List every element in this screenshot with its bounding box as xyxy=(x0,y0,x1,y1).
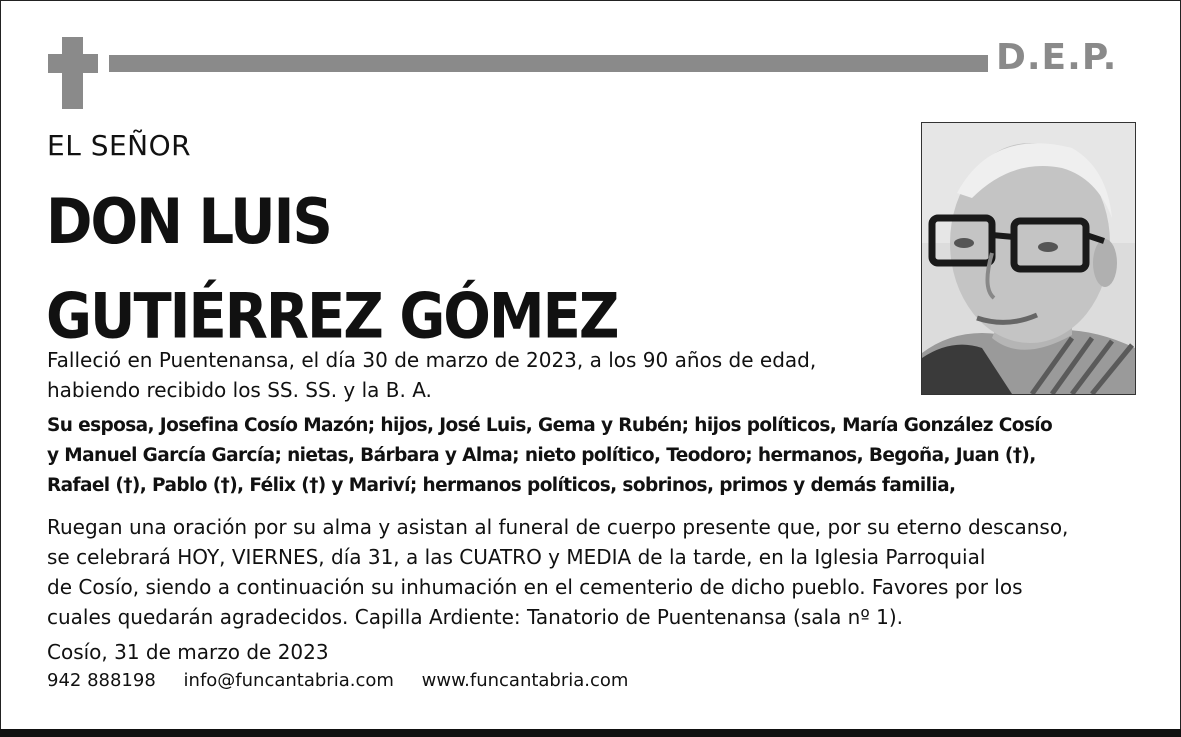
death-notice xyxy=(47,345,907,405)
deceased-name-line-1: DON LUIS xyxy=(46,186,331,259)
death-notice-line-2: habiendo recibido los SS. SS. y la B. A. xyxy=(47,378,432,402)
portrait-illustration xyxy=(922,123,1135,394)
family-line-1: Su esposa, Josefina Cosío Mazón; hijos, José Luis, Gema y Rubén; hijos políticos, María González Cosío xyxy=(47,415,1053,436)
request-line-4: cuales quedarán agradecidos. Capilla Ardiente: Tanatorio de Puentenansa (sala nº 1). xyxy=(47,605,904,629)
contact-line xyxy=(47,666,650,696)
family-line-2: y Manuel García García; nietas, Bárbara y Alma; nieto político, Teodoro; hermanos, Begoña, Juan (†), xyxy=(47,445,1036,466)
request-line-1: Ruegan una oración por su alma y asistan al funeral de cuerpo presente que, por su eterno descanso, xyxy=(47,515,1069,539)
contact-phone: 942 888198 xyxy=(47,670,156,691)
place-date: Cosío, 31 de marzo de 2023 xyxy=(47,640,329,664)
family-line-3: Rafael (†), Pablo (†), Félix (†) y Mariví; hermanos políticos, sobrinos, primos y demás familia, xyxy=(47,475,956,496)
contact-website: www.funcantabria.com xyxy=(421,670,629,691)
contact-email: info@funcantabria.com xyxy=(183,670,394,691)
deceased-name xyxy=(46,176,617,364)
bottom-border-bar xyxy=(0,729,1181,737)
honorific: EL SEÑOR xyxy=(47,129,192,162)
request-line-2: se celebrará HOY, VIERNES, día 31, a las CUATRO y MEDIA de la tarde, en la Iglesia Parroquial xyxy=(47,545,986,569)
portrait-photo xyxy=(921,122,1136,395)
header-rule xyxy=(109,55,988,72)
request-line-3: de Cosío, siendo a continuación su inhumación en el cementerio de dicho pueblo. Favores por los xyxy=(47,575,1023,599)
family-list xyxy=(47,411,1147,501)
cross-horizontal-bar xyxy=(48,54,98,73)
death-notice-line-1: Falleció en Puentenansa, el día 30 de marzo de 2023, a los 90 años de edad, xyxy=(47,348,817,372)
funeral-request xyxy=(47,512,1157,632)
deceased-name-line-2: GUTIÉRREZ GÓMEZ xyxy=(46,280,618,353)
cross-vertical-bar xyxy=(62,37,83,109)
dep-label: D.E.P. xyxy=(996,37,1118,78)
